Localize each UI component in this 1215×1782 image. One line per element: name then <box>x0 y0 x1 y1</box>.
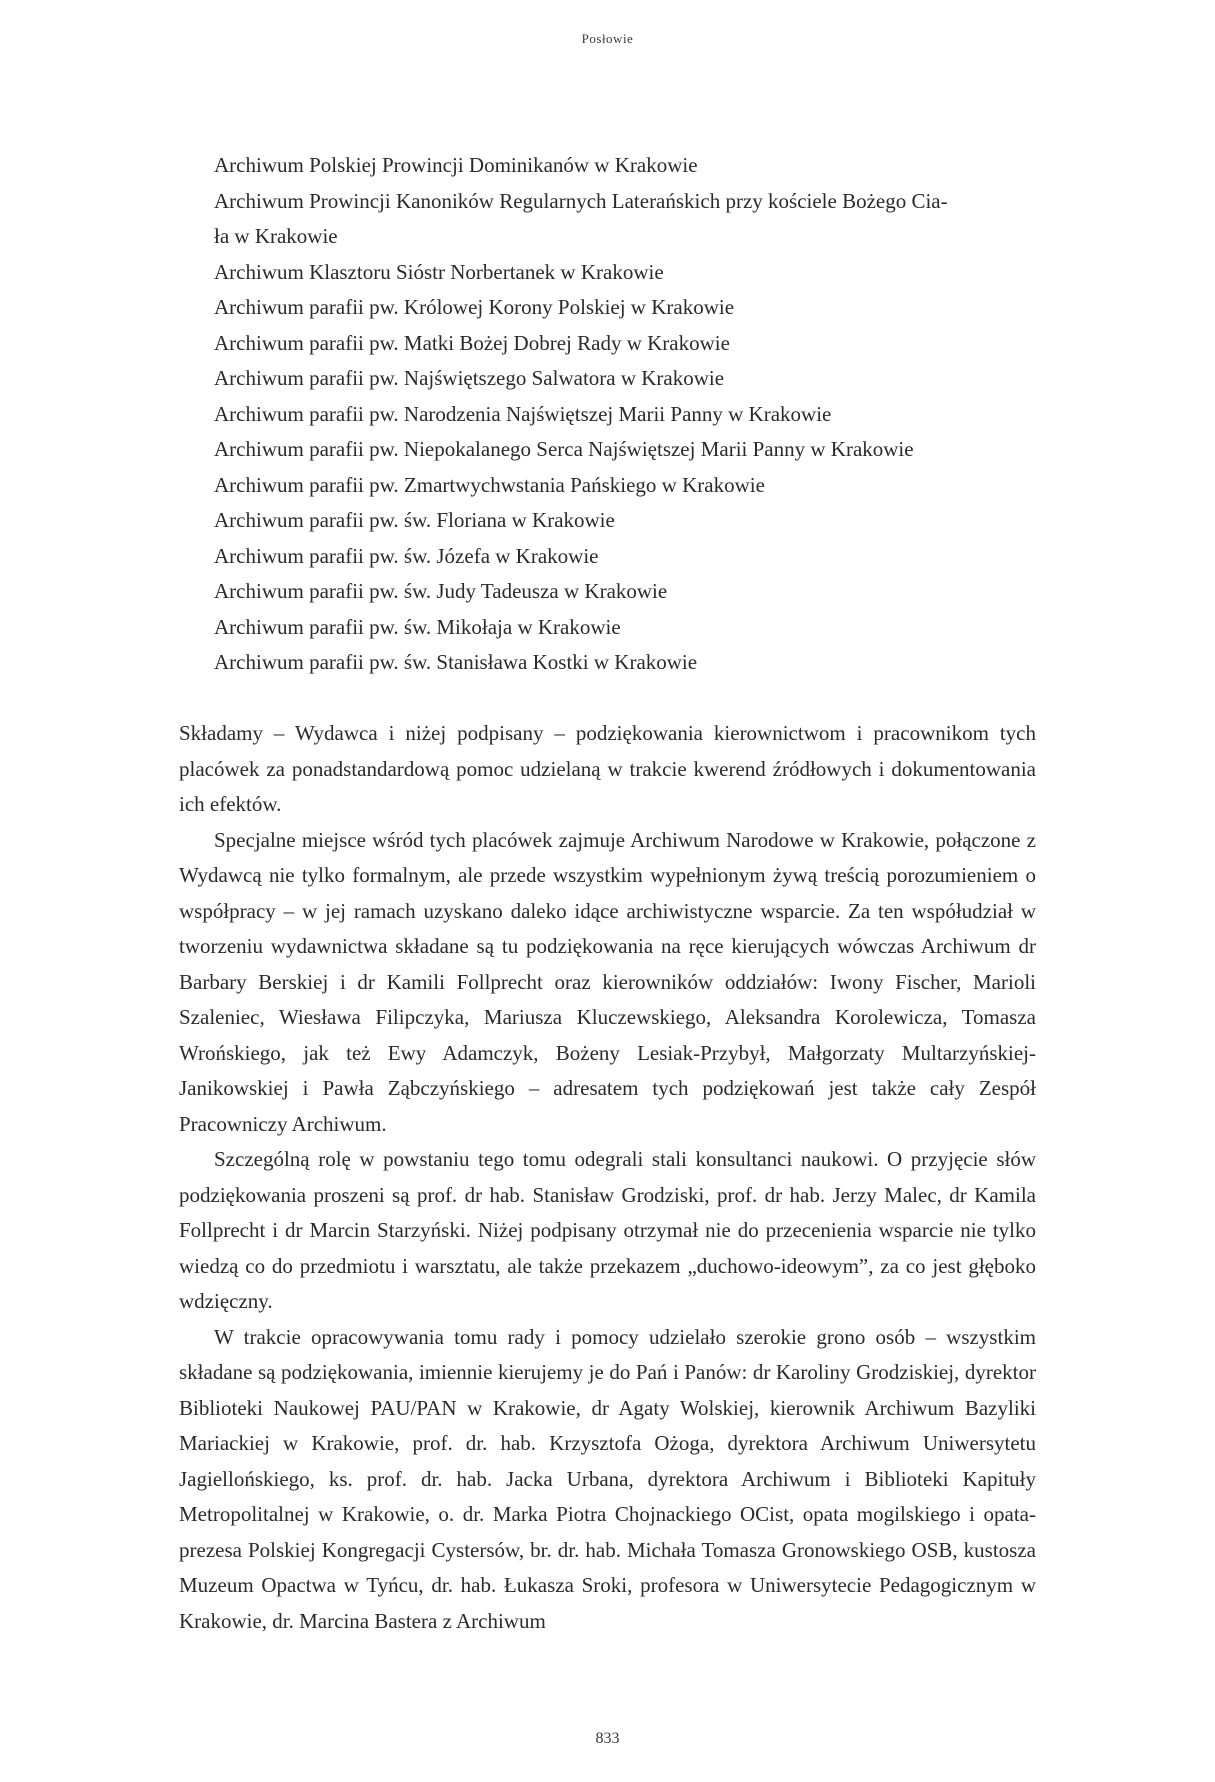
archive-list-item: Archiwum parafii pw. Królowej Korony Polskiej w Krakowie <box>214 295 735 319</box>
archive-list-item: Archiwum parafii pw. św. Floriana w Krakowie <box>214 508 615 532</box>
body-text <box>179 716 1036 1639</box>
archive-list-item: Archiwum parafii pw. św. Stanisława Kostki w Krakowie <box>214 650 698 674</box>
archive-list-item: ła w Krakowie <box>214 224 338 248</box>
archive-list-item: Archiwum Klasztoru Sióstr Norbertanek w Krakowie <box>214 259 664 284</box>
paragraph: W trakcie opracowywania tomu rady i pomocy udzielało szerokie grono osób – wszystkim składane są podziękowania, imiennie kierujemy je do Pań i Panów: dr Karoliny Grodziskiej, dyrektor Biblioteki Naukowej PAU/PAN w Krakowie, dr Agaty Wolskiej, kierownik Archiwum Bazyliki Mariackiej w Krakowie, prof. dr. hab. Krzysztofa Ożoga, dyrektora Archiwum Uniwersytetu Jagiellońskiego, ks. prof. dr. hab. Jacka Urbana, dyrektora Archiwum i Biblioteki Kapituły Metropolitalnej w Krakowie, o. dr. Marka Piotra Chojnackiego OCist, opata mogilskiego i opata-prezesa Polskiej Kongregacji Cystersów, br. dr. hab. Michała Tomasza Gronowskiego OSB, kustosza Muzeum Opactwa w Tyńcu, dr. hab. Łukasza Sroki, profesora w Uniwersytecie Pedagogicznym w Krakowie, dr. Marcina Bastera z Archiwum <box>179 1324 1036 1633</box>
archive-list-item: Archiwum parafii pw. Narodzenia Najświętszej Marii Panny w Krakowie <box>214 401 832 426</box>
archive-list-item: Archiwum parafii pw. Zmartwychwstania Pańskiego w Krakowie <box>214 472 765 497</box>
archive-list <box>214 148 1044 681</box>
archive-list-item: Archiwum parafii pw. św. Judy Tadeusza w Krakowie <box>214 579 668 603</box>
archive-list-item: Archiwum parafii pw. św. Józefa w Krakowie <box>214 543 599 568</box>
paragraph: Specjalne miejsce wśród tych placówek zajmuje Archiwum Narodowe w Krakowie, połączone z Wydawcą nie tylko formalnym, ale przede wszystkim wypełnionym żywą treścią porozumieniem o współpracy – w jej ramach uzyskano daleko idące archiwistyczne wsparcie. Za ten współudział w tworzeniu wydawnictwa składane są tu podziękowania na ręce kierujących wówczas Archiwum dr Barbary Berskiej i dr Kamili Follprecht oraz kierowników oddziałów: Iwony Fischer, Marioli Szaleniec, Wiesława Filipczyka, Mariusza Kluczewskiego, Aleksandra Korolewicza, Tomasza Wrońskiego, jak też Ewy Adamczyk, Bożeny Lesiak-Przybył, Małgorzaty Multarzyńskiej-Janikowskiej i Pawła Ząbczyńskiego – adresatem tych podziękowań jest także cały Zespół Pracowniczy Archiwum. <box>179 827 1036 1136</box>
page-number: 833 <box>595 1730 620 1747</box>
paragraph: Szczególną rolę w powstaniu tego tomu odegrali stali konsultanci naukowi. O przyjęcie słów podziękowania proszeni są prof. dr hab. Stanisław Grodziski, prof. dr hab. Jerzy Malec, dr Kamila Follprecht i dr Marcin Starzyński. Niżej podpisany otrzymał nie do przecenienia wsparcie nie tylko wiedzą co do przedmiotu i warsztatu, ale także przekazem „duchowo-ideowym”, za co jest głęboko wdzięczny. <box>179 1147 1036 1313</box>
archive-list-item: Archiwum parafii pw. Najświętszego Salwatora w Krakowie <box>214 366 725 390</box>
archive-list-item: Archiwum Prowincji Kanoników Regularnych Laterańskich przy kościele Bożego Cia- <box>214 188 948 213</box>
archive-list-item: Archiwum parafii pw. Niepokalanego Serca Najświętszej Marii Panny w Krakowie <box>214 437 914 461</box>
archive-list-item: Archiwum Polskiej Prowincji Dominikanów w Krakowie <box>214 153 698 177</box>
archive-list-item: Archiwum parafii pw. Matki Bożej Dobrej Rady w Krakowie <box>214 330 730 355</box>
archive-list-item: Archiwum parafii pw. św. Mikołaja w Krakowie <box>214 614 621 639</box>
paragraph: Składamy – Wydawca i niżej podpisany – podziękowania kierownictwom i pracownikom tych placówek za ponadstandardową pomoc udzielaną w trakcie kwerend źródłowych i dokumentowania ich efektów. <box>179 721 1036 816</box>
running-head: Posłowie <box>581 31 634 46</box>
